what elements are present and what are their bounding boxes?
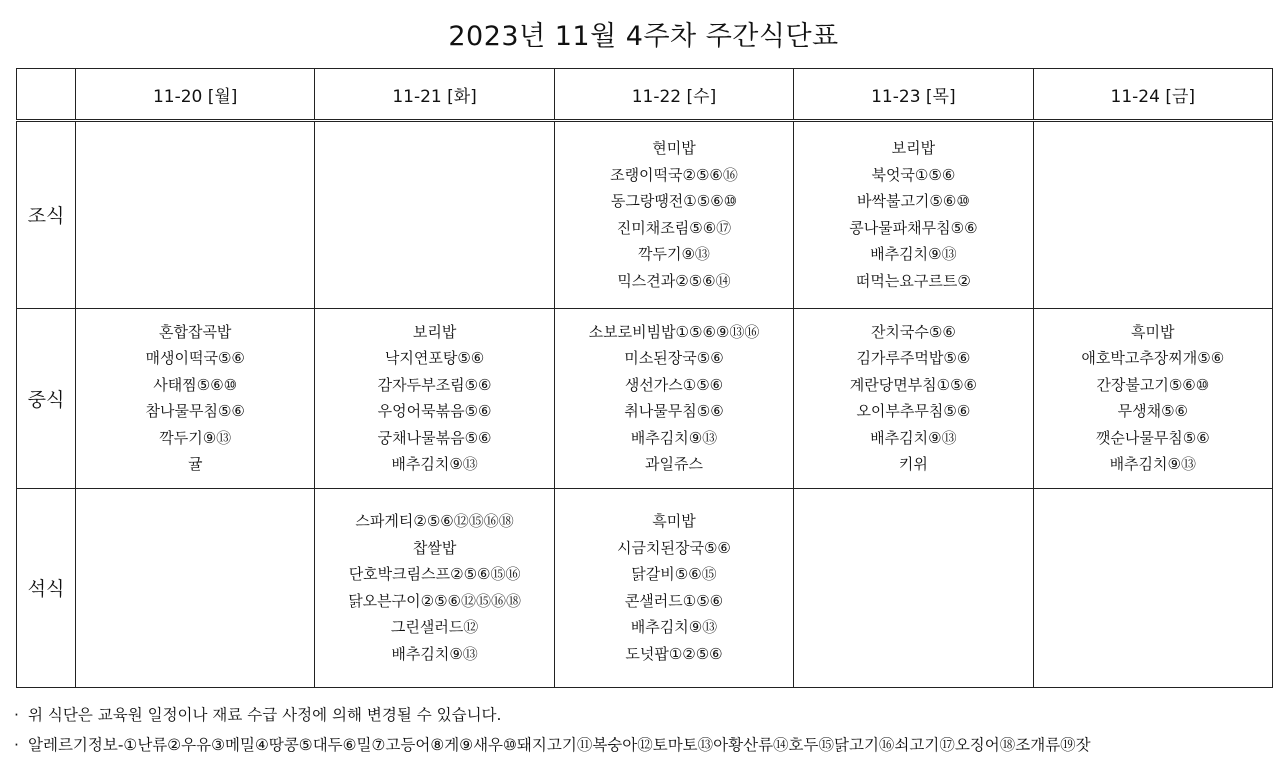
menu-item: 김가루주먹밥⑤⑥ xyxy=(856,349,971,368)
menu-item: 믹스견과②⑤⑥⑭ xyxy=(617,271,731,290)
menu-item: 현미밥 xyxy=(652,139,696,158)
menu-cell xyxy=(794,308,1033,488)
menu-cell xyxy=(76,308,315,488)
menu-cell xyxy=(794,488,1033,687)
menu-cell xyxy=(76,121,315,309)
menu-item: 보리밥 xyxy=(891,139,936,158)
menu-item: 배추김치⑨⑬ xyxy=(870,245,957,264)
menu-item: 배추김치⑨⑬ xyxy=(630,428,718,447)
menu-item: 배추김치⑨⑬ xyxy=(1109,455,1196,474)
menu-item: 콩나물파채무침⑤⑥ xyxy=(849,218,978,237)
day-header: 11-20 [월] xyxy=(76,69,315,121)
menu-item: 깍두기⑨⑬ xyxy=(638,245,710,264)
day-header: 11-23 [목] xyxy=(794,69,1033,121)
menu-item: 배추김치⑨⑬ xyxy=(391,455,478,474)
menu-item: 계란당면부침①⑤⑥ xyxy=(849,375,978,394)
menu-item: 도넛팝①②⑤⑥ xyxy=(625,644,723,663)
menu-item: 배추김치⑨⑬ xyxy=(391,644,478,663)
meal-label: 조식 xyxy=(17,121,76,309)
menu-cell xyxy=(794,121,1033,309)
change-notice-text: 위 식단은 교육원 일정이나 재료 수급 사정에 의해 변경될 수 있습니다. xyxy=(28,706,502,724)
menu-cell xyxy=(554,488,793,687)
menu-item: 보리밥 xyxy=(412,322,457,341)
menu-item: 낙지연포탕⑤⑥ xyxy=(384,349,485,368)
menu-item: 깻순나물무침⑤⑥ xyxy=(1095,428,1210,447)
menu-item: 잔치국수⑤⑥ xyxy=(870,322,956,341)
menu-cell xyxy=(554,121,793,309)
menu-item: 진미채조림⑤⑥⑰ xyxy=(616,218,732,237)
menu-item: 깍두기⑨⑬ xyxy=(159,428,232,447)
menu-item: 찹쌀밥 xyxy=(412,538,457,557)
weekly-menu-table xyxy=(16,68,1273,688)
corner-cell xyxy=(17,69,76,121)
menu-item: 매생이떡국⑤⑥ xyxy=(145,349,245,368)
menu-item: 조랭이떡국②⑤⑥⑯ xyxy=(610,165,738,184)
menu-item: 취나물무침⑤⑥ xyxy=(624,402,724,421)
footnotes xyxy=(14,702,1091,762)
day-header: 11-21 [화] xyxy=(315,69,554,121)
meal-label: 석식 xyxy=(17,488,76,687)
menu-item: 배추김치⑨⑬ xyxy=(870,428,957,447)
day-header: 11-24 [금] xyxy=(1033,69,1272,121)
menu-cell xyxy=(315,488,554,687)
menu-item: 간장불고기⑤⑥⑩ xyxy=(1096,375,1210,394)
menu-item: 콘샐러드①⑤⑥ xyxy=(624,591,724,610)
header-row xyxy=(17,69,1273,121)
menu-item: 과일쥬스 xyxy=(644,455,703,474)
menu-cell xyxy=(315,308,554,488)
menu-item: 귤 xyxy=(187,455,203,474)
meal-row-dinner xyxy=(17,488,1273,687)
menu-item: 그린샐러드⑫ xyxy=(390,618,479,637)
menu-cell xyxy=(554,308,793,488)
menu-item: 소보로비빔밥①⑤⑥⑨⑬⑯ xyxy=(588,322,760,341)
bullet: · xyxy=(14,736,19,754)
menu-item: 우엉어묵볶음⑤⑥ xyxy=(377,402,492,421)
menu-cell xyxy=(1033,308,1272,488)
change-notice xyxy=(14,702,1091,732)
menu-item: 애호박고추장찌개⑤⑥ xyxy=(1081,349,1225,368)
menu-item: 바싹불고기⑤⑥⑩ xyxy=(856,192,970,211)
menu-item: 단호박크림스프②⑤⑥⑮⑯ xyxy=(348,565,521,584)
menu-item: 감자두부조림⑤⑥ xyxy=(377,375,492,394)
allergy-info xyxy=(14,732,1091,762)
menu-item: 무생채⑤⑥ xyxy=(1117,402,1188,421)
meal-row-breakfast xyxy=(17,121,1273,309)
menu-item: 동그랑땡전①⑤⑥⑩ xyxy=(610,192,738,211)
menu-item: 스파게티②⑤⑥⑫⑮⑯⑱ xyxy=(355,512,514,531)
menu-cell xyxy=(1033,121,1272,309)
menu-item: 궁채나물볶음⑤⑥ xyxy=(377,428,492,447)
menu-item: 흑미밥 xyxy=(1131,322,1175,341)
allergy-info-text: 알레르기정보-①난류②우유③메밀④땅콩⑤대두⑥밀⑦고등어⑧게⑨새우⑩돼지고기⑪복숭아⑫토마토⑬아황산류⑭호두⑮닭고기⑯쇠고기⑰오징어⑱조개류⑲잣 xyxy=(28,736,1091,754)
menu-item: 흑미밥 xyxy=(652,512,696,531)
menu-item: 북엇국①⑤⑥ xyxy=(871,165,956,184)
day-header: 11-22 [수] xyxy=(554,69,793,121)
menu-item: 오이부추무침⑤⑥ xyxy=(856,402,971,421)
meal-label: 중식 xyxy=(17,308,76,488)
menu-item: 키위 xyxy=(898,455,928,474)
bullet: · xyxy=(14,706,19,724)
menu-cell xyxy=(315,121,554,309)
menu-item: 배추김치⑨⑬ xyxy=(630,618,718,637)
menu-item: 혼합잡곡밥 xyxy=(158,322,232,341)
meal-row-lunch xyxy=(17,308,1273,488)
menu-item: 미소된장국⑤⑥ xyxy=(624,349,724,368)
menu-item: 참나물무침⑤⑥ xyxy=(145,402,245,421)
page-title: 2023년 11월 4주차 주간식단표 xyxy=(448,21,839,52)
menu-cell xyxy=(76,488,315,687)
menu-item: 시금치된장국⑤⑥ xyxy=(617,538,731,557)
menu-item: 떠먹는요구르트② xyxy=(855,271,971,290)
menu-item: 생선가스①⑤⑥ xyxy=(624,375,724,394)
menu-item: 닭오븐구이②⑤⑥⑫⑮⑯⑱ xyxy=(348,591,521,610)
menu-item: 사태찜⑤⑥⑩ xyxy=(153,375,238,394)
menu-item: 닭갈비⑤⑥⑮ xyxy=(631,565,717,584)
menu-cell xyxy=(1033,488,1272,687)
